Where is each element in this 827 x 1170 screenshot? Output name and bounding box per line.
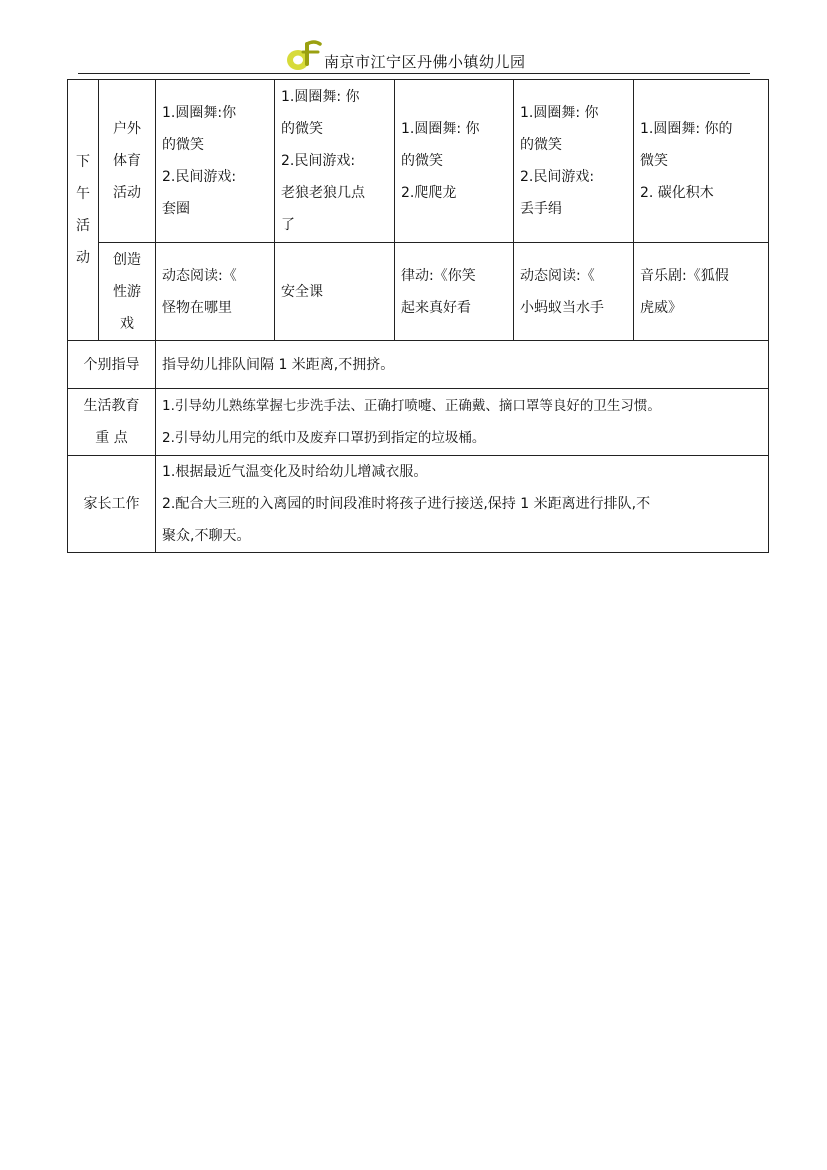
creative-cell-wed: 律动:《你笑 起来真好看 [395,243,514,341]
afternoon-activity-label: 下 午 活 动 [68,80,99,341]
header-divider [78,73,750,74]
outdoor-cell-tue: 1.圆圈舞: 你 的微笑 2.民间游戏: 老狼老狼几点 了 [275,80,395,243]
parent-work-label: 家长工作 [68,456,156,553]
outdoor-cell-fri: 1.圆圈舞: 你的 微笑 2. 碳化积木 [634,80,769,243]
school-name: 南京市江宁区丹佛小镇幼儿园 [324,53,526,71]
life-education-content: 1.引导幼儿熟练掌握七步洗手法、正确打喷嚏、正确戴、摘口罩等良好的卫生习惯。 2.引导幼儿用完的纸巾及废弃口罩扔到指定的垃圾桶。 [156,389,769,456]
outdoor-cell-wed: 1.圆圈舞: 你 的微笑 2.爬爬龙 [395,80,514,243]
creative-cell-fri: 音乐剧:《狐假 虎威》 [634,243,769,341]
creative-cell-mon: 动态阅读:《 怪物在哪里 [156,243,275,341]
kindergarten-logo-icon [284,38,324,72]
table-row-creative [68,243,769,341]
outdoor-cell-thu: 1.圆圈舞: 你 的微笑 2.民间游戏: 丢手绢 [514,80,634,243]
creative-game-label: 创造 性游 戏 [99,243,156,341]
page-header [0,38,827,74]
outdoor-cell-mon: 1.圆圈舞:你 的微笑 2.民间游戏: 套圈 [156,80,275,243]
creative-cell-tue: 安全课 [275,243,395,341]
table-row-life-education [68,389,769,456]
individual-guidance-content: 指导幼儿排队间隔 1 米距离,不拥挤。 [156,341,769,389]
table-row-parents [68,456,769,553]
table-row-outdoor [68,80,769,243]
activity-plan-table [67,79,769,553]
table-row-individual [68,341,769,389]
creative-cell-thu: 动态阅读:《 小蚂蚁当水手 [514,243,634,341]
outdoor-sports-label: 户外 体育 活动 [99,80,156,243]
life-education-label: 生活教育 重 点 [68,389,156,456]
parent-work-content: 1.根据最近气温变化及时给幼儿增减衣服。 2.配合大三班的入离园的时间段准时将孩子进行接送,保持 1 米距离进行排队,不 聚众,不聊天。 [156,456,769,553]
individual-guidance-label: 个别指导 [68,341,156,389]
